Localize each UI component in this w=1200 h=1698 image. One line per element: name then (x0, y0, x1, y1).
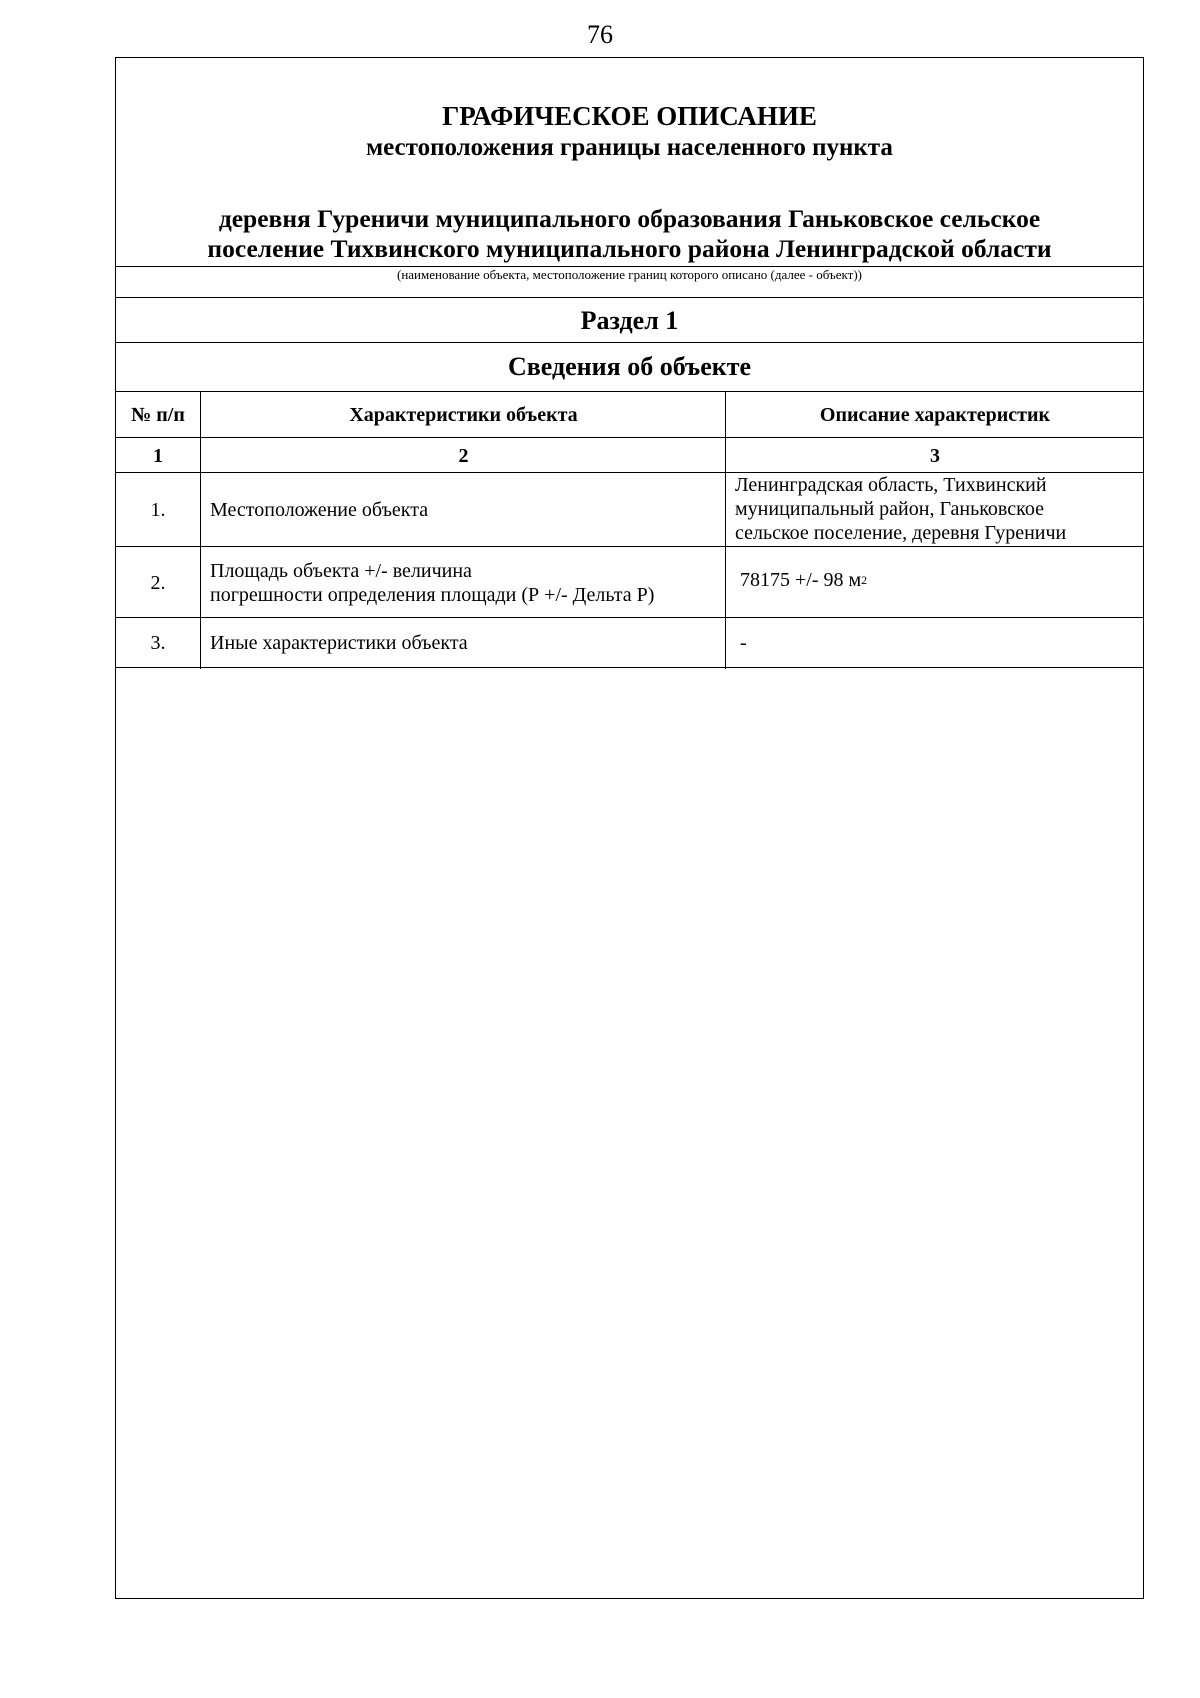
description-line: сельское поселение, деревня Гуреничи (735, 522, 1067, 544)
section-subtitle: Сведения об объекте (507, 352, 752, 381)
column-number-2: 2 (458, 444, 469, 467)
column-divider (200, 391, 201, 669)
area-value: 78175 +/- 98 м (740, 568, 862, 591)
object-name-line-1: деревня Гуреничи муниципального образования Ганьковское сельское (218, 204, 1041, 233)
description-line: муниципальный район, Ганьковское (735, 498, 1044, 520)
document-subtitle: местоположения границы населенного пункта (366, 134, 893, 161)
page-number: 76 (587, 20, 613, 49)
table-header-characteristics: Характеристики объекта (349, 404, 578, 426)
description-line: Ленинградская область, Тихвинский (735, 474, 1047, 496)
table-row-1-num: 1. (150, 499, 166, 521)
table-row-border (116, 617, 1143, 618)
divider (116, 342, 1143, 343)
table-row-1-description (727, 472, 1143, 546)
object-name-caption: (наименование объекта, местоположение границ которого описано (далее - объект)) (397, 267, 862, 282)
divider (116, 297, 1143, 298)
table-row-3-characteristic: Иные характеристики объекта (210, 632, 468, 654)
table-row-border (116, 546, 1143, 547)
table-row-2-characteristic (202, 548, 725, 617)
section-title: Раздел 1 (580, 306, 679, 335)
characteristic-line: погрешности определения площади (Р +/- Дельта Р) (210, 583, 655, 606)
table-row-3-num: 3. (150, 632, 166, 654)
object-name (136, 204, 1123, 264)
table-top-border (116, 391, 1143, 392)
table-row-3-description: - (740, 632, 747, 654)
table-bottom-border (116, 667, 1143, 668)
table-row-2-description: 78175 +/- 98 м 2 (740, 568, 868, 591)
column-number-1: 1 (153, 444, 163, 467)
document-frame (115, 57, 1144, 1599)
table-header-description: Описание характеристик (819, 404, 1051, 426)
table-row-1-characteristic: Местоположение объекта (210, 499, 429, 521)
table-row-2-num: 2. (150, 571, 166, 594)
column-divider (725, 391, 726, 669)
table-row-border (116, 437, 1143, 438)
characteristic-line: Площадь объекта +/- величина (210, 559, 472, 582)
column-number-3: 3 (930, 444, 940, 467)
table-header-num: № п/п (131, 404, 185, 426)
object-name-line-2: поселение Тихвинского муниципального района Ленинградской области (207, 234, 1052, 263)
document-title: ГРАФИЧЕСКОЕ ОПИСАНИЕ (442, 101, 817, 131)
